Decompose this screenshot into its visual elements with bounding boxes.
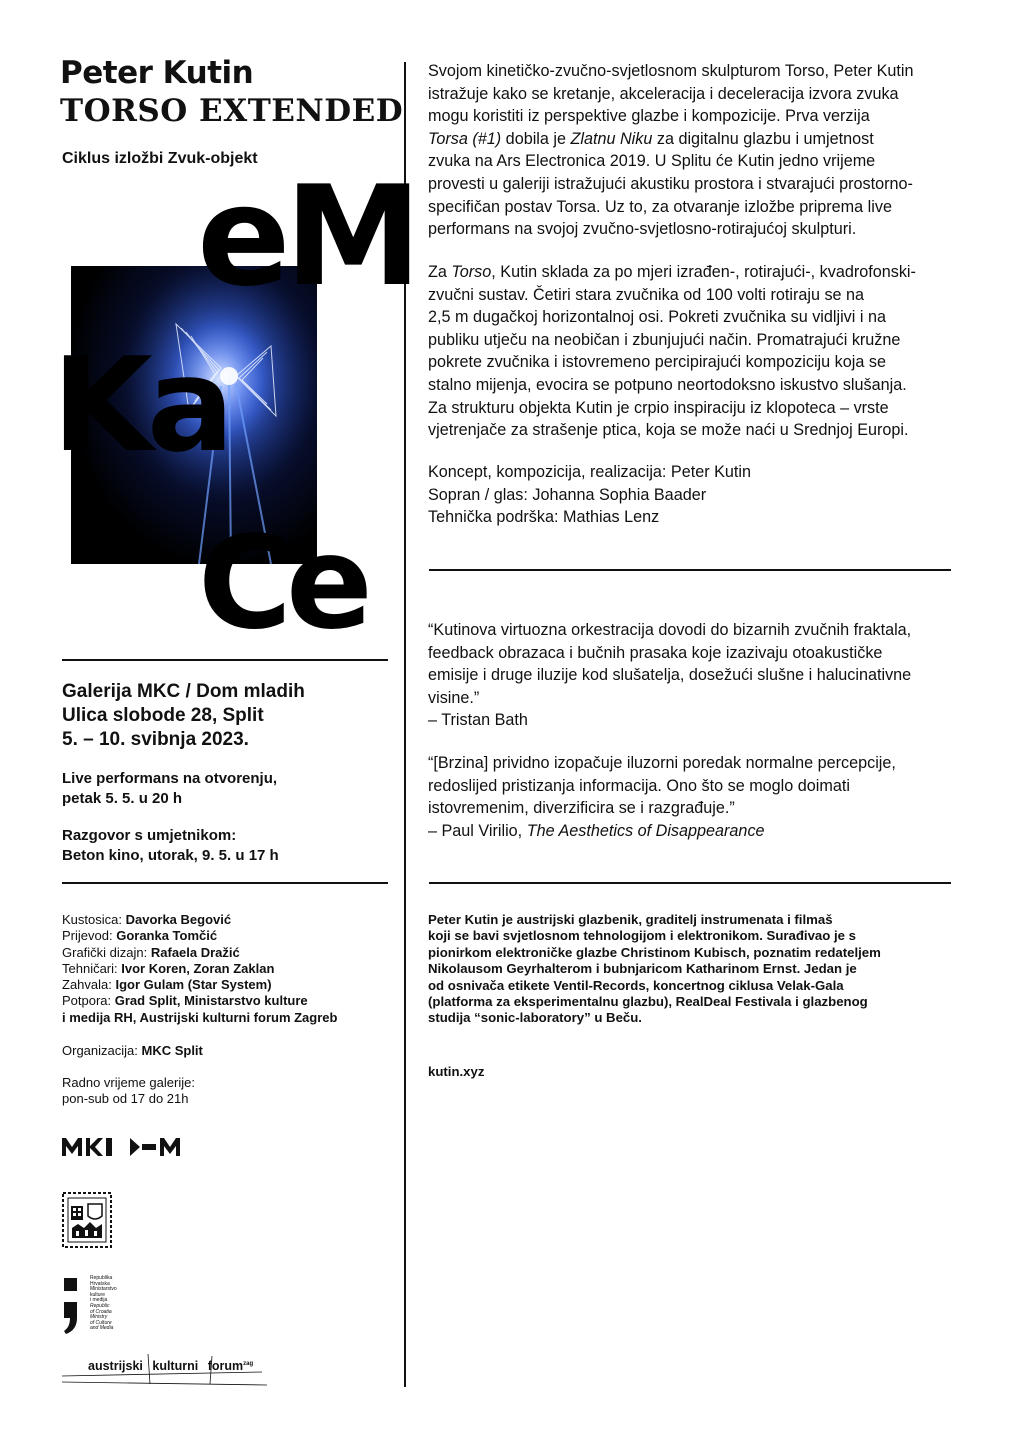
credit-line [62, 928, 337, 944]
divider-left-2 [62, 882, 388, 884]
forum-word-1: austrijski [88, 1359, 143, 1373]
ministry-line: and Media [90, 1325, 114, 1332]
semicolon-icon [62, 1276, 80, 1336]
intro-paragraph [428, 60, 914, 241]
intro_paragraph-text: Svojom kinetičko-zvučno-svjetlosnom skulpturom Torso, Peter Kutin [428, 62, 914, 80]
ministry-line: of Croatia [90, 1308, 112, 1315]
venue-dates: 5. – 10. svibnja 2023. [62, 729, 249, 750]
ministry-line: i medija [90, 1297, 108, 1304]
torso_paragraph-text: zvučni sustav. Četiri stara zvučnika od 100 volti rotiraju se na [428, 285, 865, 304]
intro_paragraph-line [428, 218, 914, 241]
series-title: Ciklus izložbi Zvuk-objekt [62, 150, 258, 167]
torso_paragraph-text: Za [428, 263, 452, 281]
torso_paragraph-line [428, 306, 916, 329]
credit-value: Davorka Begović [125, 912, 232, 927]
credit-label: Potpora: [62, 993, 115, 1009]
credit-line [62, 977, 337, 993]
credit-value: Goranka Tomčić [116, 928, 218, 944]
credit-label: Kustosica: [62, 912, 126, 927]
forum-wordmark [88, 1359, 253, 1373]
quote2-text: redoslijed pristizanja informacija. Ono što se moglo doimati [428, 776, 850, 795]
quote2-text: “[Brzina] prividno izopačuje iluzorni poredak normalne percepcije, [428, 754, 896, 772]
bio-line: pionirkom elektroničke glazbe Christinom Kubisch, poznatim redateljem [428, 944, 881, 960]
ministry-line: Republika [90, 1275, 113, 1281]
torso_paragraph-line [428, 329, 916, 352]
city-crest-icon [62, 1192, 112, 1248]
divider-right-1 [429, 569, 951, 571]
logo-letters-ce: Ce [198, 509, 367, 658]
artist-name: Peter Kutin [60, 55, 254, 91]
quote1-line [428, 642, 911, 665]
torso_paragraph-text: Za strukturu objekta Kutin je crpio inspiraciju iz klopoteca – vrste [428, 398, 889, 417]
credit-label: Prijevod: [62, 928, 117, 944]
team-text: Koncept, kompozicija, realizacija: Peter Kutin [428, 463, 752, 481]
torso_paragraph-text: Torso [451, 263, 492, 281]
quote1-line [428, 687, 911, 710]
ministry-line: Ministarstvo [90, 1286, 117, 1293]
split-city-crest [62, 1192, 112, 1248]
website-link[interactable]: kutin.xyz [428, 1064, 485, 1079]
quote1-text: – Tristan Bath [428, 711, 528, 730]
torso_paragraph-text: pokrete zvučnika i istovremeno percipirajući kompoziciju koja se [428, 353, 886, 372]
quote2-text: istovremenim, diverzificira se i razgrađuje.” [428, 799, 735, 818]
forum-word-3: forum [207, 1359, 244, 1373]
credits-list [62, 912, 337, 1026]
torso_paragraph-text: stalno mijenja, evocira se potpuno neortodoksno iskustvo slušanja. [428, 375, 907, 394]
torso_paragraph-text: vjetrenjače za strašenje ptica, koja se može naći u Srednjoj Europi. [428, 421, 909, 440]
intro_paragraph-text: za digitalnu glazbu i umjetnost [652, 129, 874, 148]
intro_paragraph-line [428, 105, 914, 128]
team-text: Sopran / glas: Johanna Sophia Baader [428, 485, 707, 504]
event-opening-line1: Live performans na otvorenju, [62, 770, 278, 787]
quote1-text: visine.” [428, 688, 480, 707]
credit-value: Igor Gulam (Star System) [115, 977, 272, 993]
ministry-text [90, 1276, 117, 1332]
quote2-line [428, 820, 896, 843]
venue-address: Ulica slobode 28, Split [62, 705, 264, 726]
intro_paragraph-line [428, 128, 914, 151]
ministry-line: kulture [90, 1291, 106, 1298]
event-opening [62, 769, 277, 809]
intro_paragraph-text: provesti u galeriji istražujući akustiku prostora i stvarajući prostorno- [428, 174, 913, 193]
credit-line [62, 961, 337, 977]
team-line [428, 506, 751, 529]
bio-line: koji se bavi svjetlosnom tehnologijom i elektronikom. Surađivao je s [428, 928, 856, 944]
credit-line [62, 945, 337, 961]
credit-line [62, 993, 337, 1009]
team-line [428, 484, 751, 507]
intro_paragraph-text: istražuje kako se kretanje, akceleracija i deceleracija izvora zvuka [428, 84, 899, 103]
bio-line: od osnivača etikete Ventil-Records, koncertnog ciklusa Velak-Gala [428, 977, 844, 993]
team-line [428, 461, 751, 484]
torso_paragraph-line [428, 284, 916, 307]
torso-paragraph [428, 261, 916, 442]
ministry-line: Republic [90, 1302, 110, 1309]
quote2-text: – Paul Virilio, [428, 821, 527, 840]
torso_paragraph-line [428, 397, 916, 420]
venue-name: Galerija MKC / Dom mladih [62, 681, 305, 702]
event-talk-line2: Beton kino, utorak, 9. 5. u 17 h [62, 847, 279, 864]
ministry-line: Hrvatska [90, 1280, 110, 1287]
intro_paragraph-line [428, 173, 914, 196]
intro_paragraph-line [428, 60, 914, 83]
credit-line [62, 912, 337, 928]
ministry-logo [62, 1276, 132, 1336]
quote1-line [428, 664, 911, 687]
intro_paragraph-text: Torsa (#1) [428, 129, 502, 148]
credit-line [62, 1010, 337, 1026]
quote1-line [428, 709, 911, 732]
artist-bio [428, 912, 881, 1027]
quote2-line [428, 752, 896, 775]
austrian-forum-logo [62, 1352, 272, 1386]
intro_paragraph-text: dobila je [501, 129, 571, 148]
team-text: Tehnička podrška: Mathias Lenz [428, 508, 660, 527]
organization-line [62, 1043, 203, 1059]
intro_paragraph-text: specifičan postav Torsa. Uz to, za otvaranje izložbe priprema live [428, 197, 892, 216]
torso_paragraph-line [428, 374, 916, 397]
forum-sup: zag [243, 1360, 254, 1367]
quote1-text: “Kutinova virtuozna orkestracija dovodi do bizarnih zvučnih fraktala, [428, 621, 912, 639]
divider-right-2 [429, 882, 951, 884]
event-talk [62, 826, 279, 866]
torso_paragraph-line [428, 351, 916, 374]
divider-left-1 [62, 659, 388, 661]
credit-label: Grafički dizajn: [62, 944, 151, 960]
intro_paragraph-line [428, 150, 914, 173]
credit-value: Ivor Koren, Zoran Zaklan [121, 960, 275, 976]
torso_paragraph-text: , Kutin sklada za po mjeri izrađen-, rotirajući-, kvadrofonski- [491, 263, 916, 281]
logo-letters-em: eM [197, 156, 416, 317]
credit-value: Rafaela Dražić [150, 944, 240, 960]
organization-value: MKC Split [141, 1043, 203, 1058]
quote1-text: feedback obrazaca i bučnih prasaka koje izazivaju otoakustičke [428, 643, 883, 662]
ministry-line: of Culture [90, 1319, 112, 1326]
intro_paragraph-line [428, 83, 914, 106]
quote2-line [428, 797, 896, 820]
event-opening-line2: petak 5. 5. u 20 h [62, 790, 183, 807]
mkc-dom-logo-mark [62, 1136, 192, 1158]
forum-word-2: kulturni [152, 1359, 199, 1373]
credit-value: i medija RH, Austrijski kulturni forum Zagreb [62, 1009, 338, 1025]
torso_paragraph-line [428, 419, 916, 442]
quote1-line [428, 619, 911, 642]
credit-value: Grad Split, Ministarstvo kulture [114, 993, 308, 1009]
quote-paul-virilio [428, 752, 896, 842]
intro_paragraph-text: Zlatnu Niku [570, 129, 653, 148]
quote2-text: The Aesthetics of Disappearance [526, 821, 765, 840]
logo-letters-ka: Ka [52, 329, 229, 481]
hours-line1: Radno vrijeme galerije: [62, 1075, 195, 1090]
team-credits [428, 461, 751, 529]
hours-line2: pon-sub od 17 do 21h [62, 1091, 189, 1107]
bio-line: studija “sonic-laboratory” u Beču. [428, 1010, 642, 1026]
work-title: TORSO EXTENDED [60, 93, 404, 129]
bio-line: (platforma za eksperimentalnu glazbu), RealDeal Festivala i glazbenog [428, 994, 868, 1010]
mkc-dom-logo [62, 1136, 192, 1158]
gallery-hours [62, 1075, 195, 1108]
torso_paragraph-text: 2,5 m dugačkoj horizontalnoj osi. Pokreti zvučnika su vidljivi i na [428, 308, 886, 327]
credit-label: Zahvala: [62, 977, 116, 993]
torso_paragraph-line [428, 261, 916, 284]
credit-label: Tehničari: [62, 960, 122, 976]
quote-tristan-bath [428, 619, 911, 732]
intro_paragraph-text: zvuka na Ars Electronica 2019. U Splitu će Kutin jedno vrijeme [428, 152, 876, 171]
torso_paragraph-text: publiku utječu na neobičan i zbunjujući način. Promatrajući kružne [428, 330, 901, 349]
quote2-line [428, 775, 896, 798]
intro_paragraph-line [428, 196, 914, 219]
quote1-text: emisije i druge iluzije kod slušatelja, dosežući slušne i halucinativne [428, 666, 912, 685]
intro_paragraph-text: mogu koristiti iz perspektive glazbe i kompozicije. Prva verzija [428, 107, 870, 126]
organization-label: Organizacija: [62, 1043, 142, 1058]
venue-block [62, 680, 305, 752]
ministry-line: Ministry [90, 1314, 108, 1321]
event-talk-line1: Razgovor s umjetnikom: [62, 827, 237, 844]
intro_paragraph-text: performans na svojoj zvučno-svjetlosno-rotirajućoj skulpturi. [428, 220, 857, 239]
bio-line: Nikolausom Geyrhalterom i bubnjaricom Katharinom Ernst. Jedan je [428, 961, 857, 977]
bio-line: Peter Kutin je austrijski glazbenik, graditelj instrumenata i filmaš [428, 912, 833, 927]
